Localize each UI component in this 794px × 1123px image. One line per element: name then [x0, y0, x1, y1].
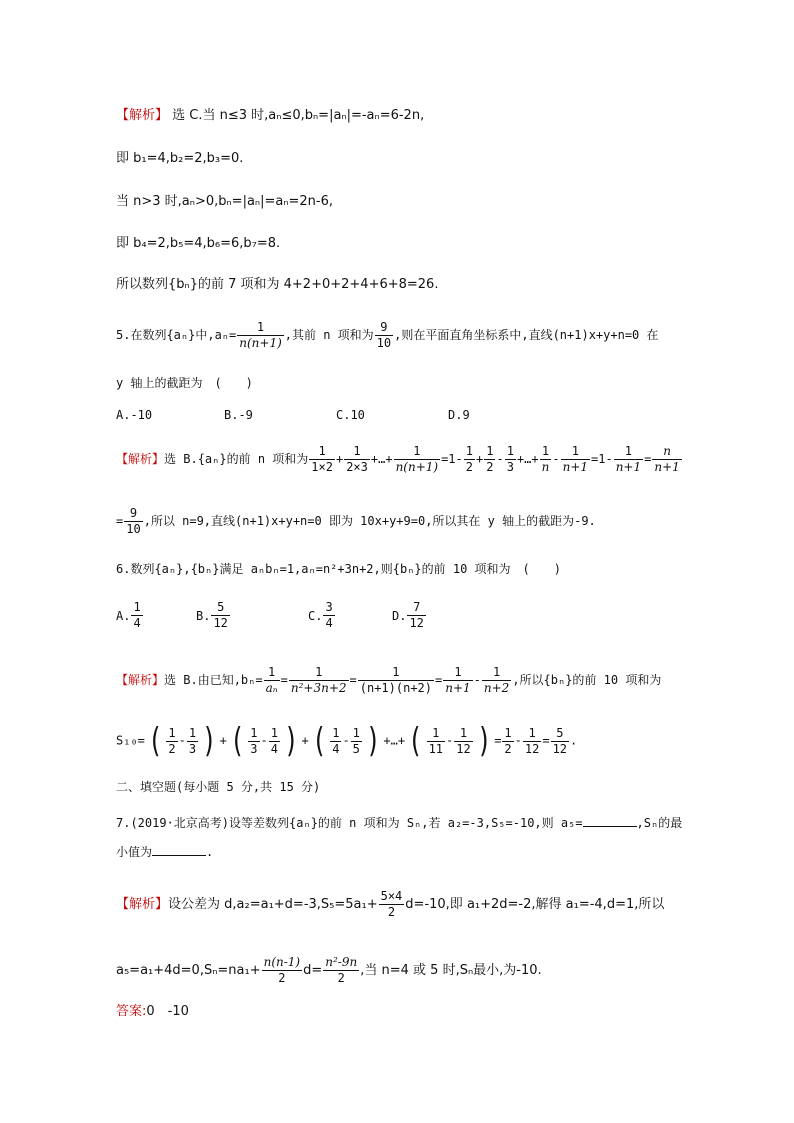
question-6-stem: 6.数列{aₙ},{bₙ}满足 aₙbₙ=1,aₙ=n²+3n+2,则{bₙ}的前 10 项和为 ( )	[116, 562, 561, 576]
q5-mid: ,其前 n 项和为	[284, 328, 374, 342]
analysis-tag: 【解析】	[116, 452, 165, 466]
question-6-options	[116, 600, 516, 640]
q5-sum-fraction: $\frac{9}{10}$	[376, 320, 392, 350]
solution-4-text-1: 选 C.当 n≤3 时,aₙ≤0,bₙ=|aₙ|=-aₙ=6-2n,	[172, 108, 425, 123]
solution-4-line-3: 当 n>3 时,aₙ>0,bₙ=|aₙ|=aₙ=2n-6,	[116, 194, 334, 209]
answer-label: 答案:	[116, 1004, 147, 1019]
solution-6-line-2: S₁₀=( $\frac{1}{2}$ - $\frac{1}{3}$ ) +( $\frac{1}{3}$ - $\frac{1}{4}$ ) +( $\frac{1}{4}$ - $\frac{1}{5}$ ) +…+( $\frac{1}{11}$ - $\frac{1}{12}$ ) = $\frac{1}{2}$ - $\frac{1}{12}$ = $\frac{5}{12}$ .	[116, 721, 578, 761]
solution-4-line-2: 即 b₁=4,b₂=2,b₃=0.	[116, 151, 244, 166]
q6-option-d: D. $\frac{7}{12}$	[392, 600, 424, 630]
solution-4-line-4: 即 b₄=2,b₅=4,b₆=6,b₇=8.	[116, 236, 281, 251]
solution-5-line-1: 【解析】选 B.{aₙ}的前 n 项和为 $\frac{1}{1\times 2}$ + $\frac{1}{2\times 3}$ +…+ $\frac{1}{n(n+1)}$ =1- $\frac{1}{2}$ + $\frac{1}{2}$ - $\frac{1}{3}$ +…+ $\frac{1}{n}$ - $\frac{1}{n+1}$ =1- $\frac{1}{n+1}$ = $\frac{n}{n+1}$	[116, 444, 680, 474]
analysis-tag: 【解析】	[116, 108, 169, 123]
answer-value: 0 -10	[146, 1004, 189, 1019]
solution-5-line-2: = $\frac{9}{10}$ ,所以 n=9,直线(n+1)x+y+n=0 即为 10x+y+9=0,所以其在 y 轴上的截距为-9.	[116, 506, 596, 536]
q5-post: ,则在平面直角坐标系中,直线(n+1)x+y+n=0 在	[394, 328, 659, 342]
section-2-title: 二、填空题(每小题 5 分,共 15 分)	[116, 780, 321, 794]
solution-7-line-1: 【解析】设公差为 d,a₂=a₁+d=-3,S₅=5a₁+ $\frac{5\times 4}{2}$ d=-10,即 a₁+2d=-2,解得 a₁=-4,d=1,所以	[116, 889, 665, 919]
answer-line	[116, 1004, 189, 1020]
q6-option-a: A. $\frac{1}{4}$	[116, 600, 141, 630]
solution-6-line-1: 【解析】选 B.由已知,bₙ= $\frac{1}{\text{aₙ}}$ = $\frac{1}{\text{n²+3n+2}}$ = $\frac{1}{(n+1)(n+2)}$ = $\frac{1}{n+1}$ - $\frac{1}{n+2}$ ,所以{bₙ}的前 10 项和为	[116, 665, 662, 695]
question-7-stem: 7.(2019·北京高考)设等差数列{aₙ}的前 n 项和为 Sₙ,若 a₂=-3,S₅=-10,则 a₅= ,Sₙ的最	[116, 816, 683, 830]
q5-fraction: $\frac{1}{n(n+1)}$	[239, 320, 282, 350]
q5-option-a: A.-10	[116, 408, 153, 422]
question-5-stem	[116, 320, 659, 351]
answer-blank-1	[583, 814, 637, 827]
q6-option-b: B. $\frac{5}{12}$	[196, 600, 228, 630]
solution-4-line-1	[116, 108, 424, 124]
q6-option-c: C. $\frac{3}{4}$	[308, 600, 333, 630]
question-5-line-2: y 轴上的截距为 ( )	[116, 376, 253, 390]
analysis-tag: 【解析】	[116, 673, 165, 687]
q5-option-c: C.10	[336, 408, 365, 422]
solution-7-line-2: a₅=a₁+4d=0,Sₙ=na₁+ $\frac{n(n-1)}{2}$ d= $\frac{\text{n²-9n}}{2}$ ,当 n=4 或 5 时,Sₙ最小,为-10.	[116, 955, 542, 985]
solution-4-line-5: 所以数列{bₙ}的前 7 项和为 4+2+0+2+4+6+8=26.	[116, 277, 439, 292]
q5-pre: 5.在数列{aₙ}中,aₙ=	[116, 328, 237, 342]
q5-option-b: B.-9	[224, 408, 253, 422]
question-7-line-2: 小值为 .	[116, 845, 214, 859]
q5-option-d: D.9	[448, 408, 470, 422]
analysis-tag: 【解析】	[116, 897, 169, 912]
answer-blank-2	[152, 843, 206, 856]
